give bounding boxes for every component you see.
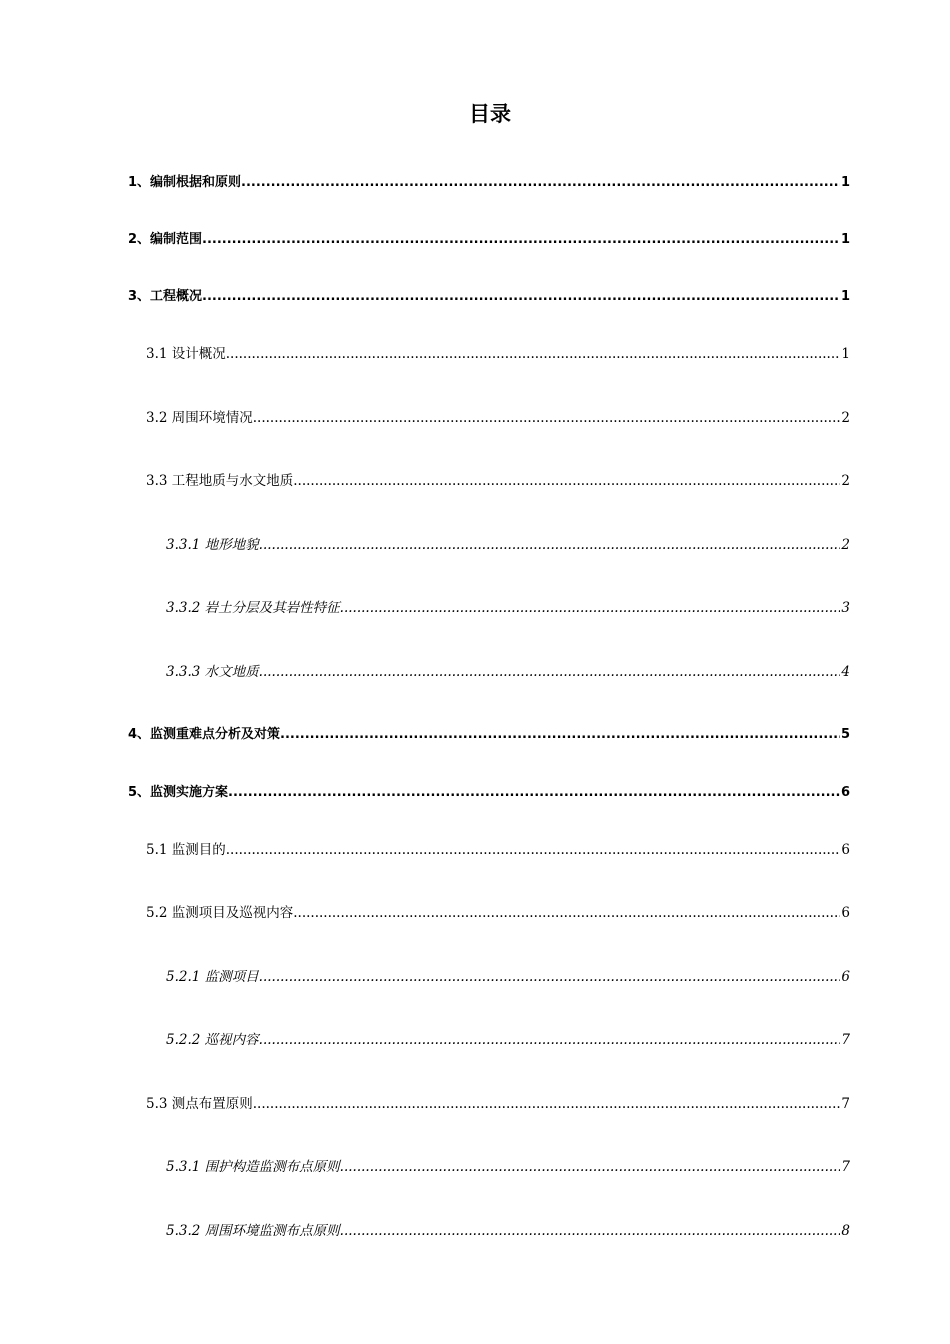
toc-page-number: 6 [840, 785, 850, 800]
toc-entry-label: 2、编制范围 [128, 232, 203, 247]
toc-dot-leader [202, 229, 840, 251]
toc-entry-label: 4、监测重难点分析及对策 [128, 727, 281, 742]
toc-page-number: 6 [841, 969, 850, 985]
toc-dot-leader [259, 534, 841, 556]
toc-page-number: 1 [841, 346, 850, 362]
toc-page-number: 3 [841, 600, 850, 616]
toc-dot-leader [259, 1029, 841, 1051]
toc-page-number: 2 [841, 473, 850, 489]
toc-entry-4[interactable] [128, 724, 850, 746]
toc-page-number: 1 [840, 289, 850, 304]
toc-entry-2[interactable] [128, 229, 850, 251]
page-title: 目录 [469, 102, 511, 126]
toc-dot-leader [259, 661, 841, 683]
toc-entry-label: 3.3 工程地质与水文地质 [146, 473, 294, 489]
toc-entry-label: 5.1 监测目的 [146, 842, 226, 858]
toc-entry-label: 3.3.3 水文地质 [166, 664, 259, 680]
toc-entry-label: 5.3.1 围护构造监测布点原则 [166, 1159, 340, 1175]
toc-entry-label: 5、监测实施方案 [128, 785, 229, 800]
toc-dot-leader [340, 1220, 841, 1242]
toc-entry-5[interactable] [128, 782, 850, 804]
toc-entry-5-3[interactable] [146, 1093, 850, 1115]
toc-entry-5-3-1[interactable] [166, 1156, 850, 1178]
toc-entry-label: 5.2.1 监测项目 [166, 969, 259, 985]
toc-entry-5-2-2[interactable] [166, 1029, 850, 1051]
toc-page-number: 4 [841, 664, 850, 680]
toc-entry-3-3[interactable] [146, 470, 850, 492]
toc-entry-label: 3、工程概况 [128, 289, 203, 304]
toc-page-number: 6 [841, 905, 850, 921]
toc-entry-label: 5.2.2 巡视内容 [166, 1032, 259, 1048]
toc-entry-3-3-3[interactable] [166, 661, 850, 683]
toc-entry-label: 3.3.2 岩土分层及其岩性特征 [166, 600, 340, 616]
toc-page-number: 6 [841, 842, 850, 858]
toc-page-number: 8 [841, 1223, 850, 1239]
toc-page-number: 1 [840, 232, 850, 247]
toc-entry-label: 5.3.2 周围环境监测布点原则 [166, 1223, 340, 1239]
toc-entry-label: 1、编制根据和原则 [128, 175, 242, 190]
toc-entry-3-3-2[interactable] [166, 597, 850, 619]
toc-page-number: 2 [841, 537, 850, 553]
toc-entry-5-2-1[interactable] [166, 966, 850, 988]
toc-dot-leader [253, 1093, 841, 1115]
toc-page-number: 7 [841, 1032, 850, 1048]
toc-dot-leader [226, 839, 841, 861]
toc-entry-5-1[interactable] [146, 839, 850, 861]
toc-dot-leader [226, 343, 841, 365]
toc-dot-leader [253, 407, 841, 429]
toc-entry-1[interactable] [128, 172, 850, 194]
toc-entry-5-3-2[interactable] [166, 1220, 850, 1242]
toc-entry-label: 3.1 设计概况 [146, 346, 226, 362]
toc-page-number: 7 [841, 1096, 850, 1112]
toc-page-number: 7 [841, 1159, 850, 1175]
toc-entry-3-3-1[interactable] [166, 534, 850, 556]
toc-entry-3-1[interactable] [146, 343, 850, 365]
toc-entry-3-2[interactable] [146, 407, 850, 429]
toc-entry-3[interactable] [128, 286, 850, 308]
toc-dot-leader [228, 782, 840, 804]
toc-entry-label: 5.2 监测项目及巡视内容 [146, 905, 294, 921]
toc-page-number: 2 [841, 410, 850, 426]
toc-page-number: 1 [840, 175, 850, 190]
toc-dot-leader [293, 902, 840, 924]
toc-entry-label: 3.3.1 地形地貌 [166, 537, 259, 553]
toc-dot-leader [293, 470, 840, 492]
toc-dot-leader [340, 597, 841, 619]
toc-entry-label: 3.2 周围环境情况 [146, 410, 253, 426]
toc-dot-leader [259, 966, 841, 988]
toc-entry-5-2[interactable] [146, 902, 850, 924]
toc-dot-leader [241, 172, 840, 194]
toc-dot-leader [280, 724, 840, 746]
toc-dot-leader [340, 1156, 841, 1178]
toc-page-number: 5 [840, 727, 850, 742]
toc-dot-leader [202, 286, 840, 308]
toc-entry-label: 5.3 测点布置原则 [146, 1096, 253, 1112]
